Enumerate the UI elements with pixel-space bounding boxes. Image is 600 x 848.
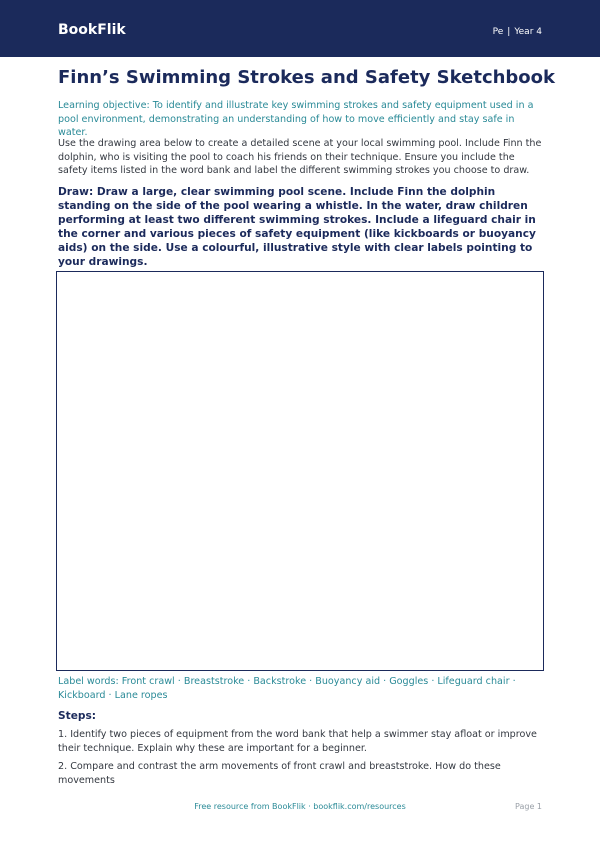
- footer-credit[interactable]: Free resource from BookFlik · bookflik.com/resources: [194, 802, 406, 811]
- draw-instruction: Draw: Draw a large, clear swimming pool scene. Include Finn the dolphin standing on the side of the pool wearing a whistle. In the water, draw children performing at least two different swimming strokes. Include a lifeguard chair in the corner and various pieces of safety equipment (like kickboards or buoyancy aids) on the side. Use a colourful, illustrative style with clear labels pointing to your drawings.: [58, 186, 536, 268]
- brand-logo[interactable]: BookFlik: [58, 22, 126, 38]
- learning-objective: Learning objective: To identify and illustrate key swimming strokes and safety equipment used in a pool environment, demonstrating an understanding of how to move efficiently and stay safe in water.: [58, 100, 534, 138]
- page-title: Finn’s Swimming Strokes and Safety Sketchbook: [58, 67, 556, 88]
- subject-year-label: [493, 27, 542, 37]
- drawing-area[interactable]: [56, 271, 544, 671]
- header-bar: [0, 0, 600, 57]
- label-words: Label words: Front crawl · Breaststroke · Backstroke · Buoyancy aid · Goggles · Lifeguard chair · Kickboard · Lane ropes: [58, 676, 516, 701]
- year-label: Year 4: [514, 27, 542, 37]
- subject-label: Pe: [492, 27, 504, 37]
- page-number: Page 1: [515, 802, 542, 811]
- meta-separator: |: [507, 27, 511, 37]
- intro-text: Use the drawing area below to create a detailed scene at your local swimming pool. Include Finn the dolphin, who is visiting the pool to coach his friends on their technique. Ensure you include the safety items listed in the word bank and label the different swimming strokes you choose to draw.: [58, 138, 542, 176]
- steps-heading: Steps:: [58, 710, 97, 722]
- step-item: 1. Identify two pieces of equipment from the word bank that help a swimmer stay afloat or improve their technique. Explain why these are important for a beginner.: [58, 729, 537, 754]
- step-item: 2. Compare and contrast the arm movements of front crawl and breaststroke. How do these movements: [58, 761, 501, 786]
